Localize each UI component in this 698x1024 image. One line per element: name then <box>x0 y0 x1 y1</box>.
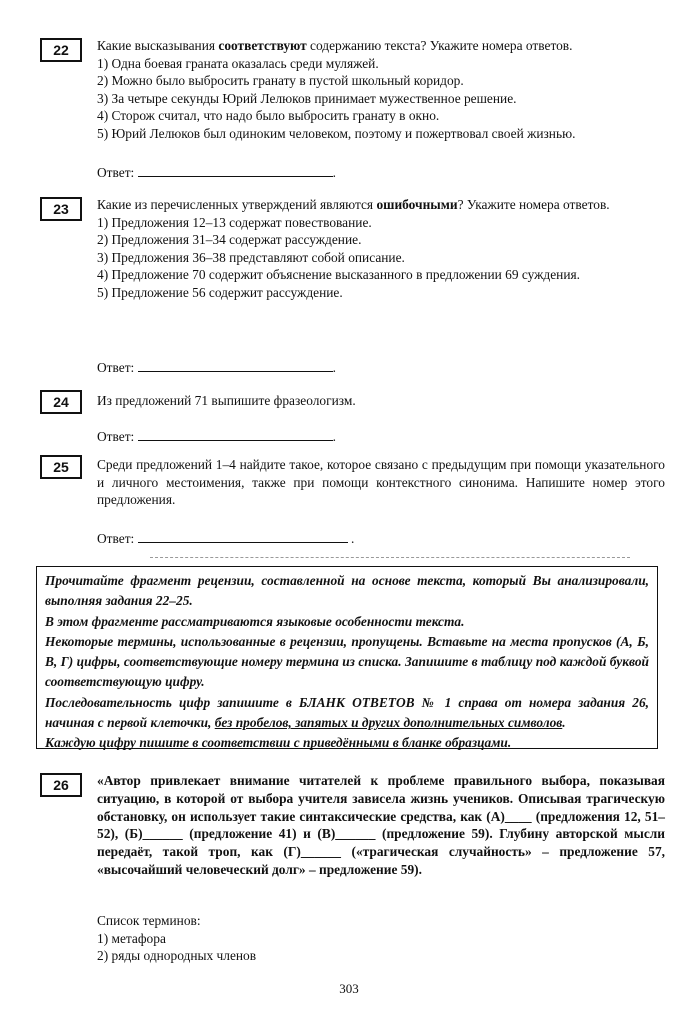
instr-text: . <box>562 715 566 731</box>
option: 1) Предложения 12–13 содержат повествование. <box>97 214 372 230</box>
option: 3) Предложения 36–38 представляют собой описание. <box>97 249 405 265</box>
question-24-answer: Ответ: . <box>97 429 337 444</box>
question-25-number: 25 <box>40 455 82 479</box>
instructions-p5 <box>45 733 649 753</box>
term-item: 2) ряды однородных членов <box>97 948 257 963</box>
question-24-number: 24 <box>40 390 82 414</box>
prompt-text: содержанию текста? Укажите номера ответов. <box>306 38 573 53</box>
question-25 <box>97 456 665 509</box>
option: 5) Предложение 56 содержит рассуждение. <box>97 284 343 300</box>
answer-field[interactable] <box>138 427 333 441</box>
page-number: 303 <box>339 981 359 996</box>
question-22-number: 22 <box>40 38 82 62</box>
option: 5) Юрий Лелюков был одиноким человеком, поэтому и пожертвовал своей жизнью. <box>97 125 576 141</box>
question-26-text: «Автор привлекает внимание читателей к проблеме правильного выбора, показывая ситуацию, в которой от выбора учителя зависела жизнь учеников. Описывая трагическую обстановку, он использует такие синтаксические средства, как (А)____ (предложения 12, 51–52), (Б)______ (предложение 41) и (В)______ (предложение 59). Глубину авторской мысли передаёт, такой троп, как (Г)______ («трагическая случайность» – предложение 57, «высочайший человеческий долг» – предложение 59). <box>97 773 665 877</box>
option: 2) Можно было выбросить гранату в пустой школьный коридор. <box>97 73 464 88</box>
prompt-text: Какие высказывания <box>97 38 219 53</box>
answer-label: Ответ: <box>97 165 135 180</box>
prompt-emphasis: ошибочными <box>376 197 458 212</box>
instructions-p4 <box>45 693 649 734</box>
prompt-text: Какие из перечисленных утверждений являются <box>97 197 377 212</box>
question-25-answer: Ответ: . <box>97 531 355 546</box>
term-item: 1) метафора <box>97 930 166 946</box>
prompt-text: ? Укажите номера ответов. <box>457 197 610 212</box>
instructions-p3: Некоторые термины, использованные в рецензии, пропущены. Вставьте на места пропусков (А, Б, В, Г) цифры, соответствующие номеру термина из списка. Запишите в таблицу под каждой буквой соответствующую цифру. <box>45 633 649 690</box>
answer-field[interactable] <box>138 163 333 177</box>
answer-label: Ответ: <box>97 429 135 444</box>
instr-underlined: без пробелов, запятых и других дополнительных символов <box>214 715 563 731</box>
answer-label: Ответ: <box>97 531 135 546</box>
question-26 <box>97 772 665 879</box>
instr-text: Последовательность цифр запишите в БЛАНК ОТВЕТОВ № 1 справа от номера задания 26, начиная с первой клеточки, <box>45 694 649 731</box>
instructions-p2: В этом фрагменте рассматриваются языковые особенности текста. <box>45 613 465 629</box>
option: 1) Одна боевая граната оказалась среди муляжей. <box>97 55 379 71</box>
prompt-emphasis: соответствуют <box>218 38 307 53</box>
instructions-p1: Прочитайте фрагмент рецензии, составленной на основе текста, который Вы анализировали, выполняя задания 22–25. <box>45 573 649 609</box>
option: 2) Предложения 31–34 содержат рассуждение. <box>97 232 362 247</box>
instr-text: Каждую цифру пишите в соответствии с приведёнными в бланке <box>45 735 446 751</box>
terms-title: Список терминов: <box>97 913 201 928</box>
answer-label: Ответ: <box>97 360 135 375</box>
option: 3) За четыре секунды Юрий Лелюков принимает мужественное решение. <box>97 90 517 106</box>
question-25-prompt: Среди предложений 1–4 найдите такое, которое связано с предыдущим при помощи указательного и личного местоимения, также при помощи контекстного синонима. Напишите номер этого предложения. <box>97 457 665 507</box>
answer-field[interactable] <box>138 358 333 372</box>
question-23-answer: Ответ: . <box>97 360 337 375</box>
separator-line <box>150 557 630 558</box>
question-23-number: 23 <box>40 197 82 221</box>
instructions-box <box>36 566 658 749</box>
question-26-number: 26 <box>40 773 82 797</box>
option: 4) Предложение 70 содержит объяснение высказанного в предложении 69 суждения. <box>97 267 580 282</box>
answer-field[interactable] <box>138 529 348 543</box>
question-24 <box>97 392 665 410</box>
instr-underlined: образцами <box>445 735 508 751</box>
question-22 <box>97 37 665 142</box>
terms-list <box>97 912 497 965</box>
instr-text: . <box>507 735 512 751</box>
question-22-prompt <box>97 37 665 55</box>
question-22-answer: Ответ: . <box>97 165 337 180</box>
option: 4) Сторож считал, что надо было выбросить гранату в окно. <box>97 108 440 123</box>
question-23 <box>97 196 665 301</box>
question-23-prompt <box>97 196 665 214</box>
question-24-prompt: Из предложений 71 выпишите фразеологизм. <box>97 393 356 408</box>
